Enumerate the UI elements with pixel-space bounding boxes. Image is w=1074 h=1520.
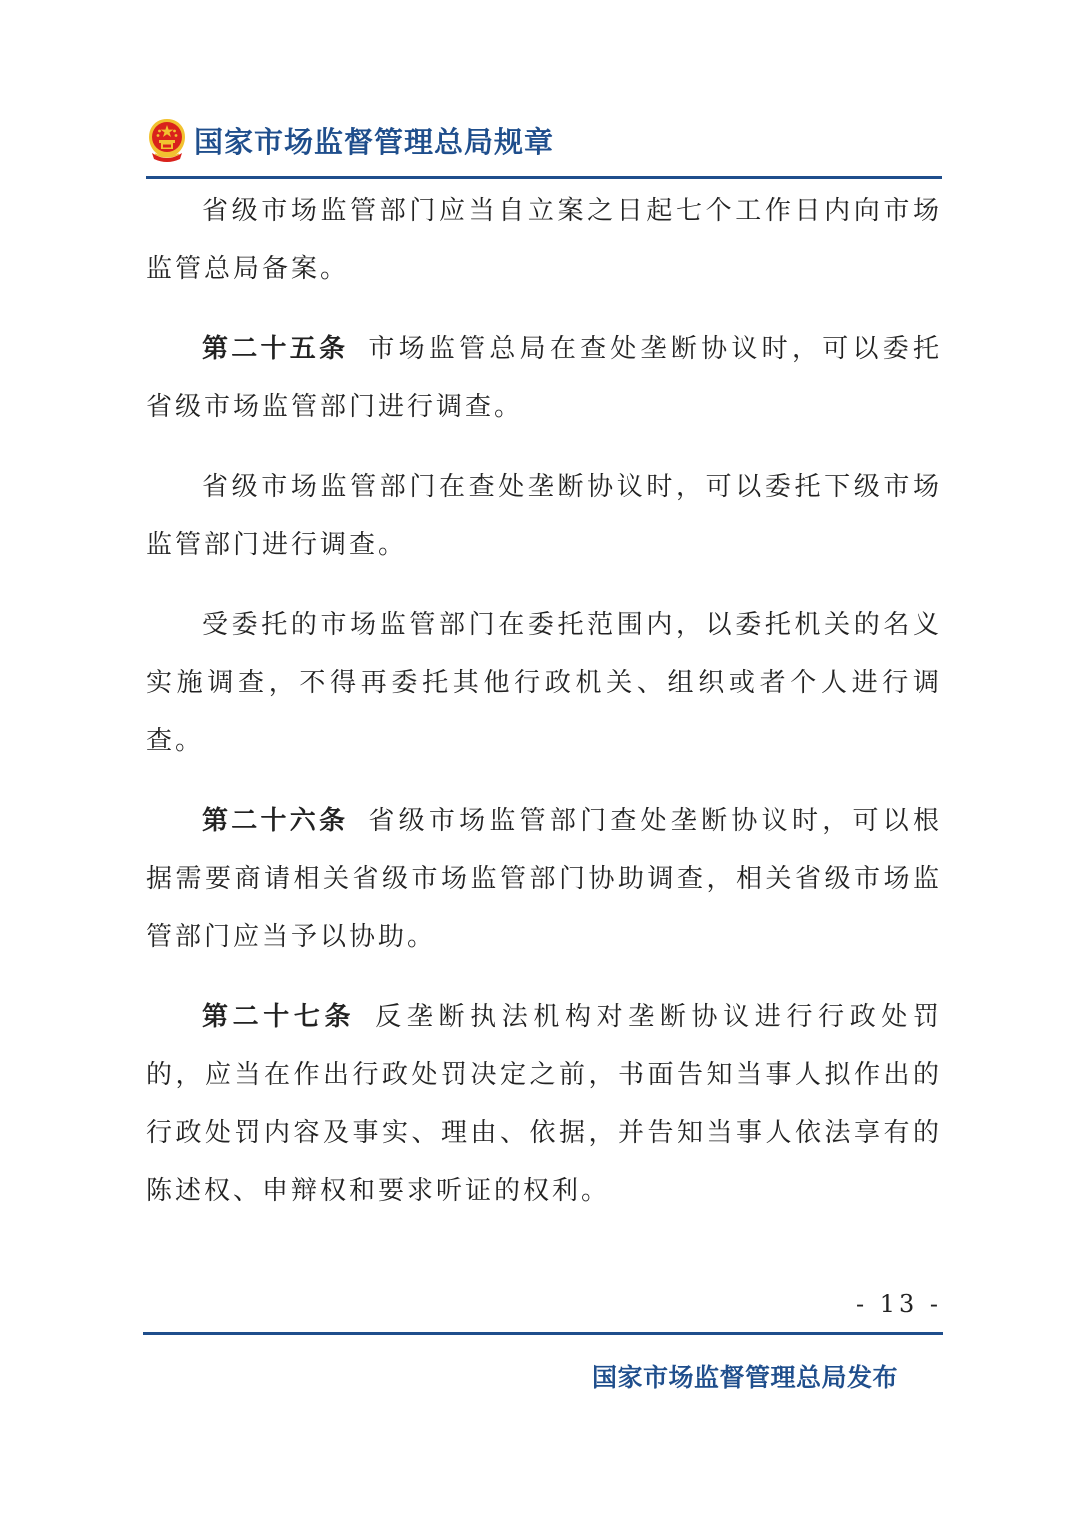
paragraph-article-25	[146, 320, 942, 436]
article-heading: 第二十五条	[202, 334, 349, 364]
paragraph	[146, 596, 942, 770]
paragraph	[146, 458, 942, 574]
paragraph-text: 反垄断执法机构对垄断协议进行行政处罚的，应当在作出行政处罚决定之前，书面告知当事人拟作出的行政处罚内容及事实、理由、依据，并告知当事人依法享有的陈述权、申辩权和要求听证的权利。	[146, 1002, 942, 1206]
article-heading: 第二十六条	[202, 806, 349, 836]
paragraph-text: 市场监管总局在查处垄断协议时，可以委托省级市场监管部门进行调查。	[146, 334, 942, 422]
paragraph-article-26	[146, 792, 942, 966]
national-emblem-icon	[146, 117, 188, 163]
article-heading: 第二十七条	[202, 1002, 356, 1032]
header-title: 国家市场监督管理总局规章	[194, 124, 555, 159]
header-divider	[146, 176, 942, 179]
paragraph-text: 省级市场监管部门查处垄断协议时，可以根据需要商请相关省级市场监管部门协助调查，相关省级市场监管部门应当予以协助。	[146, 806, 942, 952]
document-body	[146, 182, 942, 1220]
paragraph-article-27	[146, 988, 942, 1220]
paragraph-text: 省级市场监管部门应当自立案之日起七个工作日内向市场监管总局备案。	[146, 196, 942, 284]
page-number: - 13 -	[855, 1290, 942, 1318]
page-header	[146, 112, 554, 168]
paragraph-text: 受委托的市场监管部门在委托范围内，以委托机关的名义实施调查，不得再委托其他行政机关、组织或者个人进行调查。	[146, 610, 942, 756]
footer-publisher: 国家市场监督管理总局发布	[591, 1363, 898, 1392]
footer-divider	[143, 1332, 943, 1335]
paragraph	[146, 182, 942, 298]
paragraph-text: 省级市场监管部门在查处垄断协议时，可以委托下级市场监管部门进行调查。	[146, 472, 942, 560]
